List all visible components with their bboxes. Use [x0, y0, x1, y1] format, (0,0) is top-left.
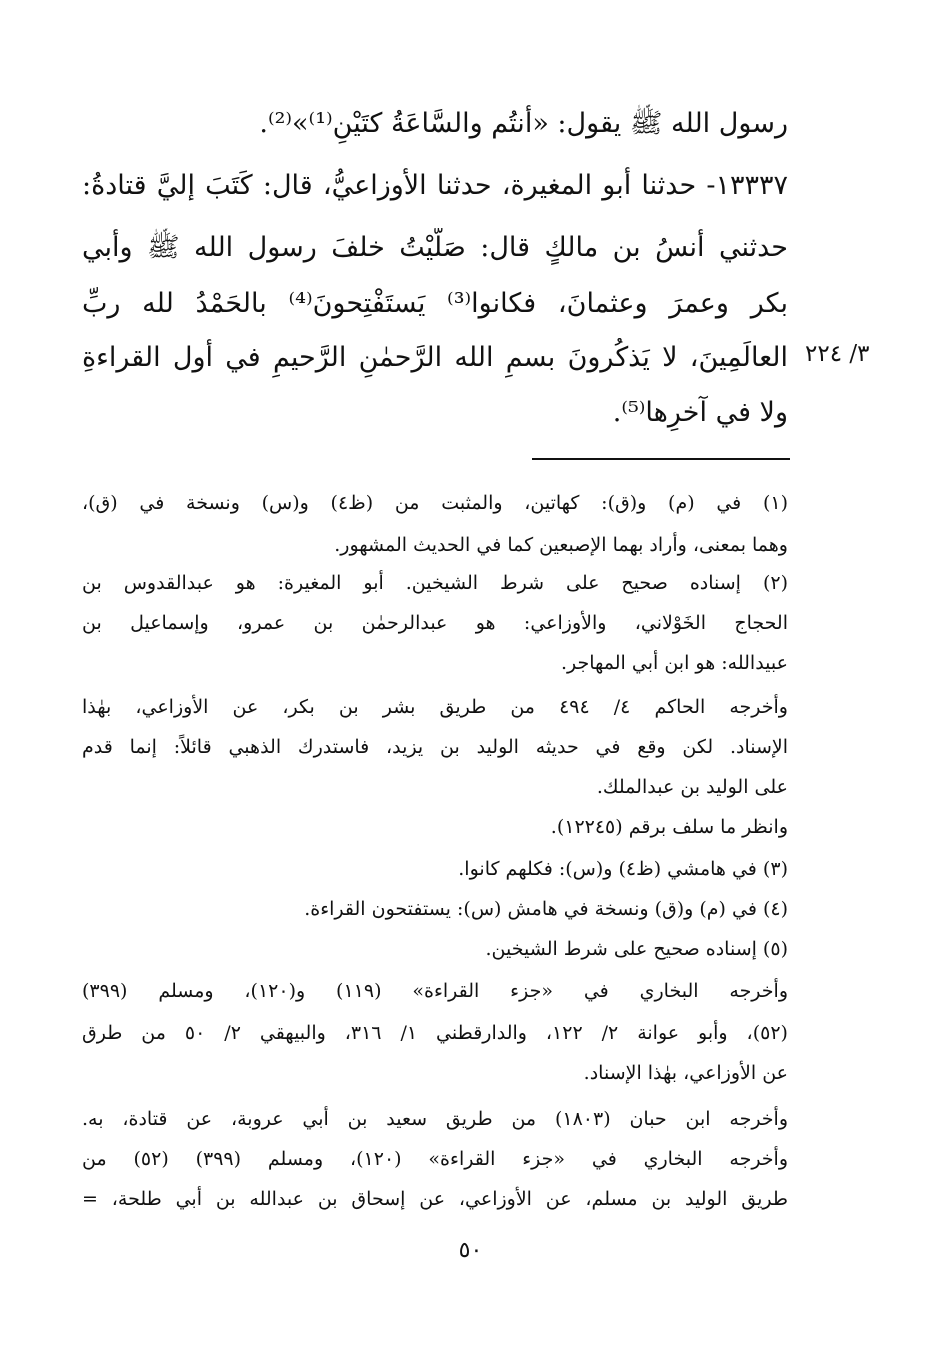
main-text-line-5: العالَمِينَ، لا يَذكُرونَ بسمِ الله الرَّحمٰنِ الرَّحيمِ في أول القراءةِ	[82, 342, 788, 373]
footnote-line-1: (١) في (م) و(ق): كهاتين، والمثبت من (ظ٤) و(س) ونسخة في (ق)،	[82, 492, 788, 514]
footnote-line-14: (٥٢)، وأبو عوانة ٢/ ١٢٢، والدارقطني ١/ ٣١٦، والبيهقي ٢/ ٥٠ من طرق	[82, 1022, 788, 1044]
footnote-line-9: وانظر ما سلف برقم (١٢٢٤٥).	[550, 816, 788, 838]
main-text-line-4: بكر وعمرَ وعثمانَ، فكانوا⁽³⁾ يَستَفْتِحونَ⁽⁴⁾ بالحَمْدُ لله ربِّ	[82, 288, 788, 319]
main-text-line-1: رسول الله ﷺ يقول: «أَنتُم والسَّاعَةُ كتَيْنِ⁽¹⁾»⁽²⁾.	[259, 108, 788, 139]
footnote-line-16: وأخرجه ابن حبان (١٨٠٣) من طريق سعيد بن أبي عروبة، عن قتادة، به.	[82, 1108, 788, 1130]
footnote-line-17: وأخرجه البخاري في «جزء القراءة» (١٢٠)، ومسلم (٣٩٩) (٥٢) من	[82, 1148, 788, 1170]
margin-volume-page-reference: ٣/ ٢٢٤	[805, 341, 870, 367]
main-text-line-2: ١٣٣٣٧- حدثنا أبو المغيرة، حدثنا الأوزاعيُّ، قال: كَتَبَ إليَّ قتادةُ:	[82, 170, 788, 201]
footnote-line-18: طريق الوليد بن مسلم، عن الأوزاعي، عن إسحاق بن عبدالله بن أبي طلحة، =	[82, 1188, 788, 1210]
main-text-line-6: ولا في آخرِها⁽⁵⁾.	[612, 397, 788, 428]
footnote-line-10: (٣) في هامشي (ظ٤) و(س): فكلهم كانوا.	[458, 858, 788, 880]
footnote-line-7: الإسناد. لكن وقع في حديثه الوليد بن يزيد، فاستدرك الذهبي قائلاً: إنما قدم	[82, 736, 788, 758]
main-text-line-3: حدثني أنسُ بن مالكٍ قال: صَلَّيْتُ خلفَ رسول الله ﷺ وأبي	[82, 232, 788, 263]
footnote-line-12: (٥) إسناده صحيح على شرط الشيخين.	[485, 938, 788, 960]
footnote-line-2: وهما بمعنى، وأراد بهما الإصبعين كما في الحديث المشهور.	[334, 534, 788, 556]
footnote-line-6: وأخرجه الحاكم ٤/ ٤٩٤ من طريق بشر بن بكر، عن الأوزاعي، بهٰذا	[82, 696, 788, 718]
footnote-line-5: عبيدالله: هو ابن أبي المهاجر.	[560, 652, 788, 674]
footnote-line-13: وأخرجه البخاري في «جزء القراءة» (١١٩) و(١٢٠)، ومسلم (٣٩٩)	[82, 980, 788, 1002]
footnote-line-4: الحجاج الخَوْلاني، والأوزاعي: هو عبدالرحمٰن بن عمرو، وإسماعيل بن	[82, 612, 788, 634]
footnote-line-8: على الوليد بن عبدالملك.	[596, 776, 788, 798]
footnote-line-3: (٢) إسناده صحيح على شرط الشيخين. أبو المغيرة: هو عبدالقدوس بن	[82, 572, 788, 594]
page-number: ٥٠	[458, 1238, 483, 1263]
footnote-separator-rule	[532, 458, 790, 460]
footnote-line-11: (٤) في (م) و(ق) ونسخة في هامش (س): يستفتحون القراءة.	[304, 898, 788, 920]
footnote-line-15: عن الأوزاعي، بهٰذا الإسناد.	[583, 1062, 788, 1084]
